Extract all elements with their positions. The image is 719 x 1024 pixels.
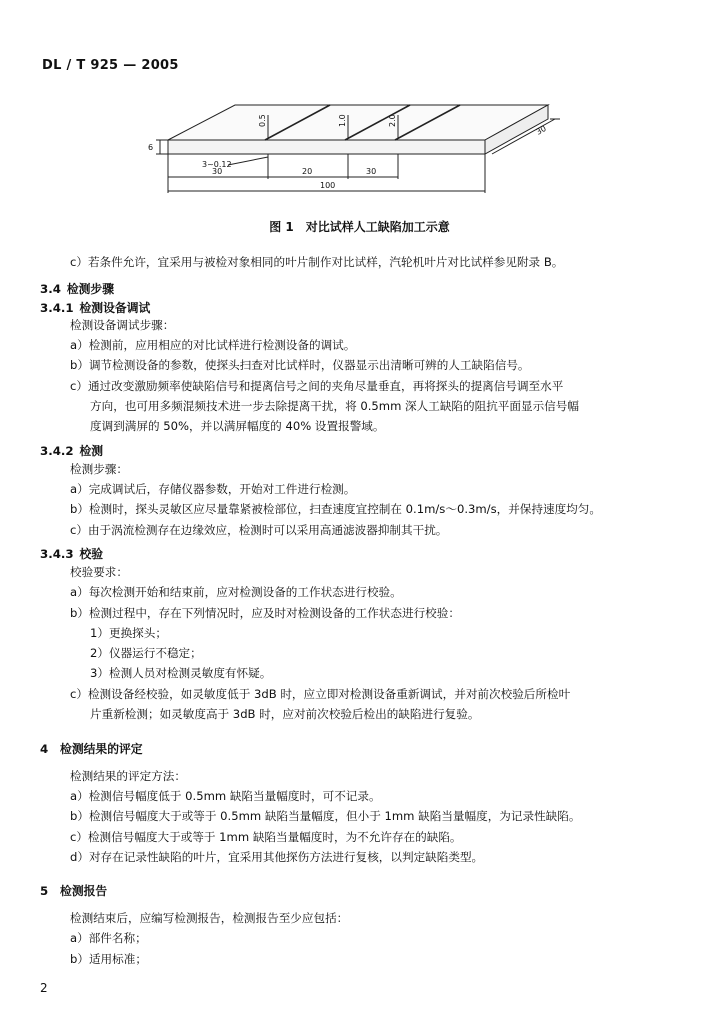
list-item: b）适用标准； [70, 952, 147, 966]
paragraph: 检测步骤： [70, 462, 128, 476]
list-item: d）对存在记录性缺陷的叶片，宜采用其他探伤方法进行复核，以判定缺陷类型。 [70, 850, 484, 864]
notch-label-3: 2.0 [388, 114, 397, 127]
list-item: a）每次检测开始和结束前，应对检测设备的工作状态进行校验。 [70, 585, 402, 599]
list-item: c）检测设备经校验，如灵敏度低于 3dB 时，应立即对检测设备重新调试，并对前次校验后所检叶 [70, 687, 571, 701]
list-item-cont: 方向，也可用多频混频技术进一步去除提离干扰，将 0.5mm 深人工缺陷的阻抗平面显示信号幅 [90, 399, 579, 413]
segment-label-3: 30 [366, 167, 377, 176]
list-item: b）检测时，探头灵敏区应尽量靠紧被检部位，扫查速度宜控制在 0.1m/s～0.3m/s，并保持速度均匀。 [70, 502, 601, 516]
section-number: 3.4.3 [40, 547, 74, 561]
section-title: 检测设备调试 [79, 301, 151, 315]
sub-list-item: 1）更换探头； [90, 626, 167, 640]
list-item-cont: 片重新检测；如灵敏度高于 3dB 时，应对前次校验后检出的缺陷进行复验。 [90, 707, 480, 721]
section-number: 4 [40, 742, 49, 756]
section-title: 检测报告 [60, 884, 108, 898]
paragraph: 检测结果的评定方法： [70, 769, 186, 783]
page-number: 2 [40, 981, 48, 995]
section-number: 5 [40, 884, 49, 898]
section-title: 检测 [79, 444, 104, 458]
section-3-4-1-heading [40, 299, 150, 316]
section-title: 校验 [79, 547, 104, 561]
notch-label-1: 0.5 [258, 114, 267, 127]
segment-label-1: 30 [212, 167, 223, 176]
list-item: c）检测信号幅度大于或等于 1mm 缺陷当量幅度时，为不允许存在的缺陷。 [70, 830, 462, 844]
sub-list-item: 3）检测人员对检测灵敏度有怀疑。 [90, 666, 272, 680]
paragraph: 校验要求： [70, 565, 128, 579]
slot-width-label: 3~0.12 [202, 160, 232, 169]
list-item: b）调节检测设备的参数，使探头扫查对比试样时，仪器显示出清晰可辨的人工缺陷信号。 [70, 358, 530, 372]
section-5-heading [40, 882, 107, 899]
list-item: a）部件名称； [70, 931, 147, 945]
list-item: a）完成调试后，存储仪器参数，开始对工件进行检测。 [70, 482, 356, 496]
section-3-4-2-heading [40, 442, 103, 459]
test-specimen-figure [140, 95, 580, 205]
section-4-heading [40, 740, 143, 757]
figure-caption: 图 1 对比试样人工缺陷加工示意 [269, 220, 450, 234]
thickness-label: 6 [148, 143, 154, 152]
list-item: a）检测前，应用相应的对比试样进行检测设备的调试。 [70, 338, 356, 352]
section-number: 3.4 [40, 282, 61, 296]
paragraph: 检测设备调试步骤： [70, 318, 175, 332]
list-item: b）检测信号幅度大于或等于 0.5mm 缺陷当量幅度，但小于 1mm 缺陷当量幅度，为记录性缺陷。 [70, 809, 581, 823]
list-item: c）通过改变激励频率使缺陷信号和提离信号之间的夹角尽量垂直，再将探头的提离信号调至水平 [70, 379, 564, 393]
specimen-top-face [168, 105, 548, 140]
document-code-header: DL / T 925 — 2005 [42, 58, 179, 73]
section-number: 3.4.2 [40, 444, 74, 458]
section-3-4-3-heading [40, 545, 103, 562]
notch-label-2: 1.0 [338, 114, 347, 127]
depth-label: 30 [534, 123, 548, 137]
section-3-4-heading [40, 280, 114, 297]
section-title: 检测步骤 [66, 282, 115, 296]
item-c-top: c）若条件允许，宜采用与被检对象相同的叶片制作对比试样，汽轮机叶片对比试样参见附录 B。 [70, 255, 564, 269]
paragraph: 检测结束后，应编写检测报告，检测报告至少应包括： [70, 911, 349, 925]
specimen-front-face [168, 140, 485, 154]
list-item: c）由于涡流检测存在边缘效应，检测时可以采用高通滤波器抑制其干扰。 [70, 523, 448, 537]
list-item: b）检测过程中，存在下列情况时，应及时对检测设备的工作状态进行校验： [70, 606, 460, 620]
segment-label-2: 20 [302, 167, 313, 176]
list-item: a）检测信号幅度低于 0.5mm 缺陷当量幅度时，可不记录。 [70, 789, 381, 803]
list-item-cont: 度调到满屏的 50%，并以满屏幅度的 40% 设置报警域。 [90, 419, 385, 433]
total-length-label: 100 [320, 181, 336, 190]
section-title: 检测结果的评定 [60, 742, 143, 756]
sub-list-item: 2）仪器运行不稳定； [90, 646, 202, 660]
section-number: 3.4.1 [40, 301, 74, 315]
